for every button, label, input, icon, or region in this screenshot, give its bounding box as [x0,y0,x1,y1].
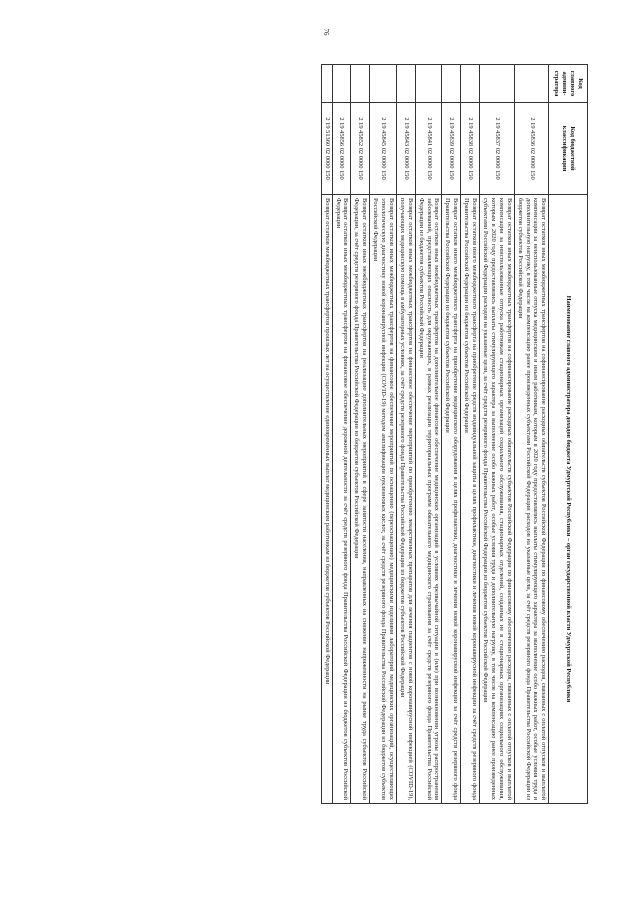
table-header-row [549,65,588,804]
header-name: Наименование главного администратора доходов бюджета Удмуртской Республики – орган государственной власти Удмуртской Республики [549,195,588,804]
rotated-table-container [108,64,588,804]
name-cell: Возврат остатков иных межбюджетных трансфертов на реализацию дополнительных мероприятий в сфере занятости населения, направленных на снижение напряженности на рынке труда субъектов Российской Федерации, за счёт средств резервного фонда Правительства Российской Федерации из бюджетов субъектов Российской Федерации [351,195,370,804]
admin-code-cell [351,65,370,103]
admin-code-cell [332,65,351,103]
admin-code-cell [415,65,442,103]
budget-code-cell: 2 19 45839 02 0000 150 [442,103,461,195]
budget-code-cell: 2 19 45837 02 0000 150 [480,103,515,195]
table-row [514,65,549,804]
admin-code-cell [480,65,515,103]
budget-code-cell: 2 19 51360 02 0000 150 [321,103,332,195]
table-row [415,65,442,804]
name-cell: Возврат остатков иных межбюджетных трансфертов на софинансирование расходных обязательств субъектов Российской Федерации по финансовому обеспечению расходов, связанных с оплатой отпусков и выплатой компенсации за неиспользованные отпуска работникам стационарных организаций социального обслуживания, стационарных отделений, созданных не в стационарных организациях социального обслуживания, которым в 2020 году предоставлялись выплаты стимулирующего характера за выполнение особо важных работ, особые условия труда и дополнительную нагрузку, в том числе на компенсацию ранее произведенных субъектами Российской Федерации расходов на указанные цели, за счёт средств резервного фонда Правительства Российской Федерации из бюджетов субъектов Российской Федерации [480,195,515,804]
admin-code-cell [321,65,332,103]
table-row [321,65,332,804]
header-budget-code: Код бюджетной классификации [549,103,588,195]
table-row [396,65,415,804]
budget-code-cell: 2 19 45852 02 0000 150 [351,103,370,195]
name-cell: Возврат остатков иных межбюджетных трансфертов на финансовое обеспечение дорожной деятельности за счёт средств резервного фонда Правительства Российской Федерации из бюджетов субъектов Российской Федерации [332,195,351,804]
name-cell: Возврат остатков иных межбюджетных трансфертов на финансовое обеспечение мероприятий по приобретению лекарственных препаратов для лечения пациентов с новой коронавирусной инфекцией (COVID-19), получающих медицинскую помощь в амбулаторных условиях, за счёт средств резервного фонда Правительства Российской Федерации из бюджетов субъектов Российской Федерации [396,195,415,804]
budget-code-cell: 2 19 45845 02 0000 150 [370,103,397,195]
table-row [351,65,370,804]
admin-code-cell [514,65,549,103]
revenue-admin-table [321,64,588,804]
table-row [442,65,461,804]
name-cell: Возврат остатков иного межбюджетного трансферта на приобретение медицинского оборудования в целях профилактики, диагностики и лечения новой коронавирусной инфекции за счёт средств резервного фонда Правительства Российской Федерации из бюджетов субъектов Российской Федерации [442,195,461,804]
admin-code-cell [396,65,415,103]
budget-code-cell: 2 19 45838 02 0000 150 [461,103,480,195]
admin-code-cell [461,65,480,103]
admin-code-cell [442,65,461,103]
header-admin-code: Код главного админи-стратора [549,65,588,103]
name-cell: Возврат остатков иных межбюджетных трансфертов на софинансирование расходных обязательств субъектов Российской Федерации по финансовому обеспечению расходов, связанных с оплатой отпусков и выплатой компенсации за неиспользованные отпуска медицинским и иным работникам, которым в 2020 году предоставлялись выплаты стимулирующего характера за выполнение особо важных работ, особые условия труда и дополнительную нагрузку, в том числе на компенсацию ранее произведенных субъектами Российской Федерации расходов на указанные цели, за счёт средств резервного фонда Правительства Российской Федерации из бюджетов субъектов Российской Федерации [514,195,549,804]
name-cell: Возврат остатков иного межбюджетного трансферта на приобретение средств индивидуальной защиты в целях профилактики, диагностики и лечения новой коронавирусной инфекции за счёт средств резервного фонда Правительства Российской Федерации из бюджетов субъектов Российской Федерации [461,195,480,804]
budget-code-cell: 2 19 45856 02 0000 150 [332,103,351,195]
budget-code-cell: 2 19 45836 02 0000 150 [514,103,549,195]
budget-code-cell: 2 19 45841 02 0000 150 [415,103,442,195]
table-row [332,65,351,804]
table-row [480,65,515,804]
name-cell: Возврат остатков межбюджетных трансфертов прошлых лет на осуществление единовременных выплат медицинским работникам из бюджетов субъектов Российской Федерации [321,195,332,804]
name-cell: Возврат остатков иных межбюджетных трансфертов на финансовое обеспечение мероприятий по оснащению (переоснащению) медицинскими изделиями лабораторий медицинских организаций, осуществляющих этиологическую диагностику новой коронавирусной инфекции (COVID-19) методом амплификации нуклеиновых кислот, за счёт средств резервного фонда Правительства Российской Федерации из бюджетов субъектов Российской Федерации [370,195,397,804]
table-row [461,65,480,804]
page-number: 76 [322,28,330,36]
table-row [370,65,397,804]
admin-code-cell [370,65,397,103]
name-cell: Возврат остатков иных межбюджетных трансфертов на дополнительное финансовое обеспечение медицинских организаций в условиях чрезвычайной ситуации и (или) при возникновении угрозы распространения заболеваний, представляющих опасность для окружающих, в рамках реализации территориальных программ обязательного медицинского страхования за счёт средств резервного фонда Правительства Российской Федерации из бюджетов субъектов Российской Федерации [415,195,442,804]
budget-code-cell: 2 19 45843 02 0000 150 [396,103,415,195]
